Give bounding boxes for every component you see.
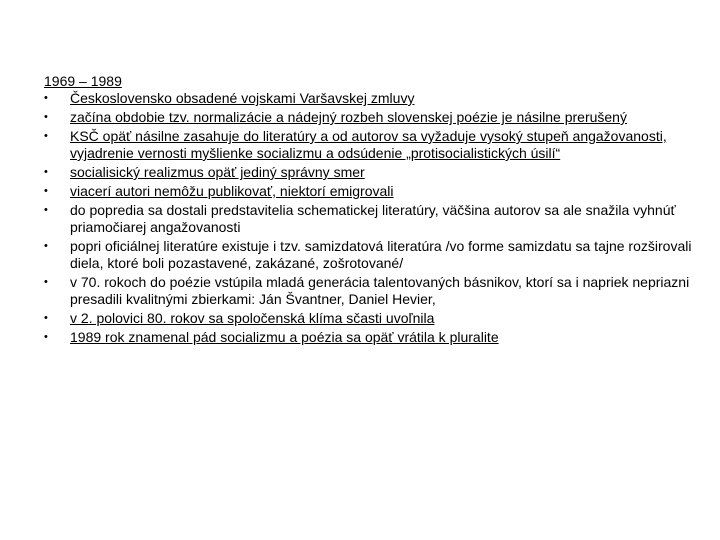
bullet-icon: • [44, 312, 48, 324]
list-item-text: popri oficiálnej literatúre existuje i tzv. samizdatová literatúra /vo forme samizdatu sa tajne rozširovali diela, ktoré boli pozastavené, zakázané, zošrotované/ [70, 238, 692, 271]
list-item [44, 310, 708, 327]
bullet-list [44, 90, 708, 346]
bullet-icon: • [44, 111, 48, 123]
slide-content [44, 73, 708, 348]
list-item [44, 238, 708, 272]
bullet-icon: • [44, 92, 48, 104]
bullet-icon: • [44, 240, 48, 252]
bullet-icon: • [44, 331, 48, 343]
list-item-text: KSČ opäť násilne zasahuje do literatúry a od autorov sa vyžaduje vysoký stupeň angažovanosti, vyjadrenie vernosti myšlienke socializmu a odsúdenie „protisocialistických úsilí“ [70, 128, 667, 161]
list-item [44, 183, 708, 200]
list-item-text: v 70. rokoch do poézie vstúpila mladá generácia talentovaných básnikov, ktorí sa i napriek nepriazni presadili kvalitnými zbierkami: Ján Švantner, Daniel Hevier, [70, 274, 690, 307]
list-item [44, 109, 708, 126]
list-item-text: viacerí autori nemôžu publikovať, niektorí emigrovali [70, 183, 394, 199]
bullet-icon: • [44, 130, 48, 142]
list-item [44, 128, 708, 162]
list-item [44, 274, 708, 308]
bullet-icon: • [44, 185, 48, 197]
list-item-text: začína obdobie tzv. normalizácie a nádejný rozbeh slovenskej poézie je násilne prerušený [70, 109, 627, 125]
list-item-text: v 2. polovici 80. rokov sa spoločenská klíma sčasti uvoľnila [70, 310, 435, 326]
list-item [44, 90, 708, 107]
list-item [44, 329, 708, 346]
list-item-text: do popredia sa dostali predstavitelia schematickej literatúry, väčšina autorov sa ale snažila vyhnúť priamočiarej angažovanosti [70, 202, 676, 235]
slide-heading: 1969 – 1989 [44, 73, 122, 89]
bullet-icon: • [44, 204, 48, 216]
list-item [44, 202, 708, 236]
list-item [44, 164, 708, 181]
list-item-text: socialisický realizmus opäť jediný správny smer [70, 164, 365, 180]
list-item-text: Československo obsadené vojskami Varšavskej zmluvy [70, 90, 415, 106]
bullet-icon: • [44, 276, 48, 288]
bullet-icon: • [44, 166, 48, 178]
list-item-text: 1989 rok znamenal pád socializmu a poézia sa opäť vrátila k pluralite [70, 329, 499, 345]
